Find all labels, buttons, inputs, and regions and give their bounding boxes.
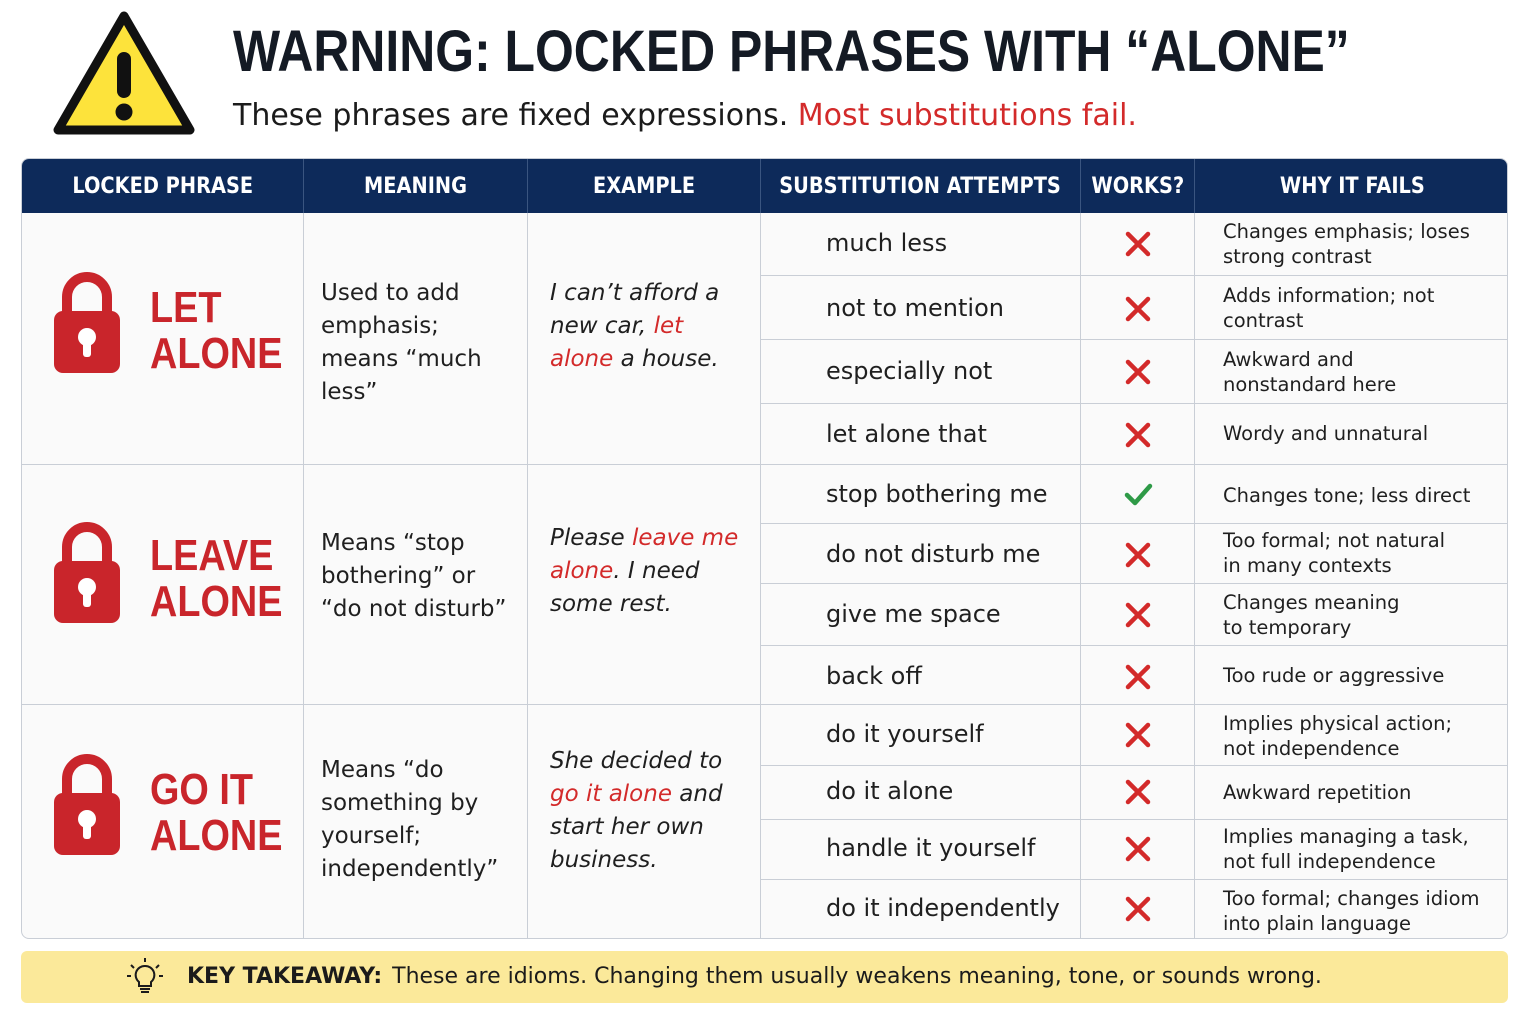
cross-icon: [1123, 894, 1153, 924]
why-it-fails-text: Implies managing a task, not full independence: [1223, 825, 1469, 873]
cross-icon: [1123, 294, 1153, 324]
column-divider: [1194, 213, 1195, 939]
cross-icon: [1123, 540, 1153, 570]
key-takeaway-text: [187, 964, 1322, 989]
why-it-fails-text: Wordy and unnatural: [1223, 422, 1429, 445]
substitution-text: handle it yourself: [826, 834, 1036, 862]
why-it-fails-text: Changes tone; less direct: [1223, 484, 1471, 507]
meaning-leave-alone: Means “stop bothering” or “do not disturb”: [321, 530, 507, 622]
cross-icon: [1123, 357, 1153, 387]
row-divider: [761, 879, 1508, 880]
why-it-fails-text: Adds information; not contrast: [1223, 284, 1435, 332]
lightbulb-icon: [125, 957, 165, 997]
column-divider: [1080, 213, 1081, 939]
header: [0, 0, 1536, 150]
cross-icon: [1123, 600, 1153, 630]
why-it-fails-text: Changes emphasis; loses strong contrast: [1223, 220, 1470, 268]
cross-icon: [1123, 420, 1153, 450]
row-divider: [761, 523, 1508, 524]
cross-icon: [1123, 662, 1153, 692]
column-divider: [760, 213, 761, 939]
key-takeaway-body: These are idioms. Changing them usually weakens meaning, tone, or sounds wrong.: [392, 964, 1322, 989]
row-divider: [761, 403, 1508, 404]
row-divider: [761, 645, 1508, 646]
why-it-fails-text: Too rude or aggressive: [1223, 664, 1445, 687]
example-go-it-alone: She decided to go it alone and start her own business.: [550, 748, 723, 873]
group-divider: [22, 464, 1507, 465]
column-header-meaning: MEANING: [304, 159, 528, 213]
example-leave-alone: Please leave me alone. I need some rest.: [550, 525, 739, 617]
subtitle-lead: These phrases are fixed expressions.: [233, 98, 789, 133]
column-header-locked-phrase: LOCKED PHRASE: [22, 159, 304, 213]
warning-triangle-icon: [50, 8, 198, 140]
cross-icon: [1123, 777, 1153, 807]
row-divider: [761, 583, 1508, 584]
substitution-text: stop bothering me: [826, 480, 1048, 508]
why-it-fails-text: Implies physical action; not independence: [1223, 712, 1453, 760]
substitution-text: not to mention: [826, 294, 1004, 322]
check-icon: [1123, 479, 1153, 509]
substitution-text: give me space: [826, 600, 1001, 628]
substitution-text: do it yourself: [826, 720, 984, 748]
padlock-icon: [52, 753, 122, 857]
substitution-text: let alone that: [826, 420, 987, 448]
substitution-text: do it alone: [826, 777, 954, 805]
meaning-let-alone: Used to add emphasis; means “much less”: [321, 280, 482, 405]
phrases-table: [21, 158, 1508, 939]
page-subtitle: [233, 98, 1137, 133]
example-let-alone: I can’t afford a new car, let alone a house.: [550, 280, 720, 372]
row-divider: [761, 819, 1508, 820]
substitution-text: especially not: [826, 357, 993, 385]
column-divider: [303, 213, 304, 939]
why-it-fails-text: Awkward and nonstandard here: [1223, 348, 1397, 396]
padlock-icon: [52, 521, 122, 625]
locked-phrase-let-alone: LET ALONE: [150, 283, 283, 378]
why-it-fails-text: Awkward repetition: [1223, 781, 1412, 804]
column-divider: [527, 213, 528, 939]
column-header-substitution-attempts: SUBSTITUTION ATTEMPTS: [761, 159, 1081, 213]
subtitle-accent: Most substitutions fail.: [797, 98, 1137, 133]
column-header-example: EXAMPLE: [528, 159, 761, 213]
key-takeaway-label: KEY TAKEAWAY:: [187, 964, 383, 989]
padlock-icon: [52, 271, 122, 375]
substitution-text: do it independently: [826, 894, 1060, 922]
cross-icon: [1123, 834, 1153, 864]
substitution-text: back off: [826, 662, 922, 690]
locked-phrase-go-it-alone: GO IT ALONE: [150, 765, 283, 860]
row-divider: [761, 765, 1508, 766]
table-header: [22, 159, 1507, 213]
row-divider: [761, 339, 1508, 340]
meaning-go-it-alone: Means “do something by yourself; independently”: [321, 757, 499, 882]
cross-icon: [1123, 720, 1153, 750]
substitution-text: do not disturb me: [826, 540, 1041, 568]
page-title: WARNING: LOCKED PHRASES WITH “ALONE”: [233, 19, 1350, 84]
cross-icon: [1123, 229, 1153, 259]
locked-phrase-leave-alone: LEAVE ALONE: [150, 531, 283, 626]
why-it-fails-text: Too formal; changes idiom into plain language: [1223, 887, 1480, 935]
why-it-fails-text: Changes meaning to temporary: [1223, 591, 1400, 639]
row-divider: [761, 275, 1508, 276]
key-takeaway-banner: [21, 951, 1508, 1003]
column-header-why-it-fails: WHY IT FAILS: [1279, 173, 1425, 199]
group-divider: [22, 704, 1507, 705]
column-header-works: WORKS?: [1081, 159, 1195, 213]
substitution-text: much less: [826, 229, 948, 257]
why-it-fails-text: Too formal; not natural in many contexts: [1223, 529, 1446, 577]
